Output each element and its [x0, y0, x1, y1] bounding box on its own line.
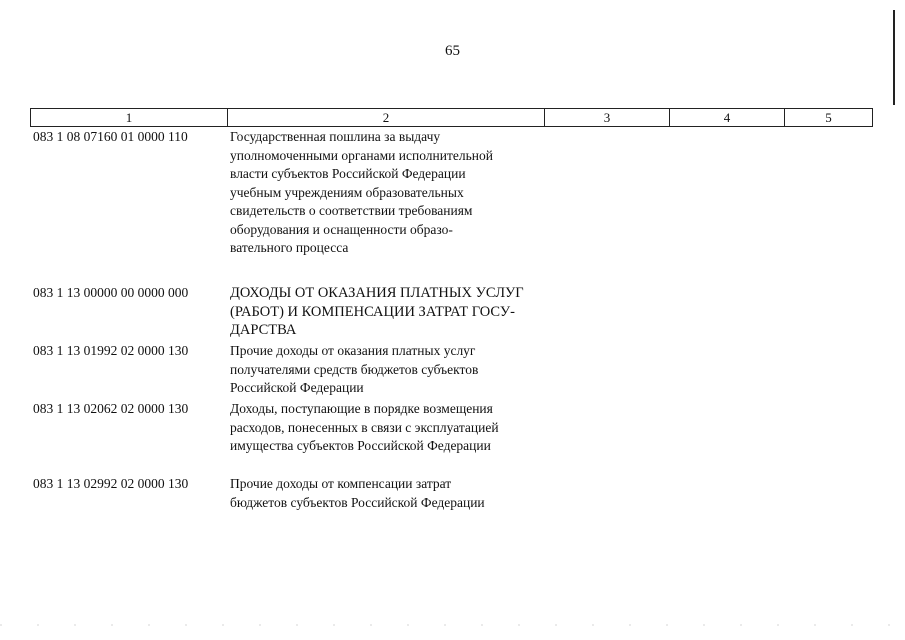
header-col-1: 1 [31, 109, 228, 126]
row-description [230, 128, 530, 258]
row-code: 083 1 13 01992 02 0000 130 [33, 343, 189, 358]
header-col-3: 3 [545, 109, 670, 126]
row-description [230, 475, 530, 512]
row-desc-line: учебным учреждениям образовательных [230, 184, 464, 200]
row-desc-line: вательного процесса [230, 240, 349, 255]
scan-noise-strip [0, 624, 905, 626]
row-desc-line: (РАБОТ) И КОМПЕНСАЦИИ ЗАТРАТ ГОСУ- [230, 303, 516, 320]
row-description [230, 342, 530, 398]
row-desc-line: свидетельств о соответствии требованиям [230, 203, 473, 218]
header-col-5: 5 [785, 109, 873, 126]
row-desc-line: уполномоченными органами исполнительной [230, 147, 493, 163]
row-code: 083 1 13 00000 00 0000 000 [33, 285, 189, 300]
row-desc-line: Доходы, поступающие в порядке возмещения [230, 401, 493, 416]
header-col-4: 4 [670, 109, 785, 126]
row-desc-line: власти субъектов Российской Федерации [230, 166, 466, 181]
table-header [30, 108, 873, 127]
row-desc-line: ДАРСТВА [230, 322, 297, 338]
row-desc-line: имущества субъектов Российской Федерации [230, 438, 491, 453]
header-col-2: 2 [228, 109, 545, 126]
row-desc-line: получателями средств бюджетов субъектов [230, 361, 479, 377]
row-desc-line: Российской Федерации [230, 380, 364, 395]
row-code: 083 1 13 02062 02 0000 130 [33, 401, 189, 416]
row-desc-line: Государственная пошлина за выдачу [230, 129, 441, 144]
row-desc-line: бюджетов субъектов Российской Федерации [230, 494, 485, 510]
row-desc-line: Прочие доходы от оказания платных услуг [230, 343, 476, 358]
row-code: 083 1 08 07160 01 0000 110 [33, 129, 188, 144]
page-number: 65 [445, 43, 460, 59]
page-edge-line [893, 10, 895, 105]
row-description [230, 400, 540, 456]
row-code: 083 1 13 02992 02 0000 130 [33, 476, 189, 491]
row-desc-line: оборудования и оснащенности образо- [230, 221, 453, 237]
row-desc-line: ДОХОДЫ ОТ ОКАЗАНИЯ ПЛАТНЫХ УСЛУГ [230, 285, 524, 301]
row-description [230, 284, 550, 340]
row-desc-line: расходов, понесенных в связи с эксплуатацией [230, 419, 499, 435]
row-desc-line: Прочие доходы от компенсации затрат [230, 476, 452, 491]
